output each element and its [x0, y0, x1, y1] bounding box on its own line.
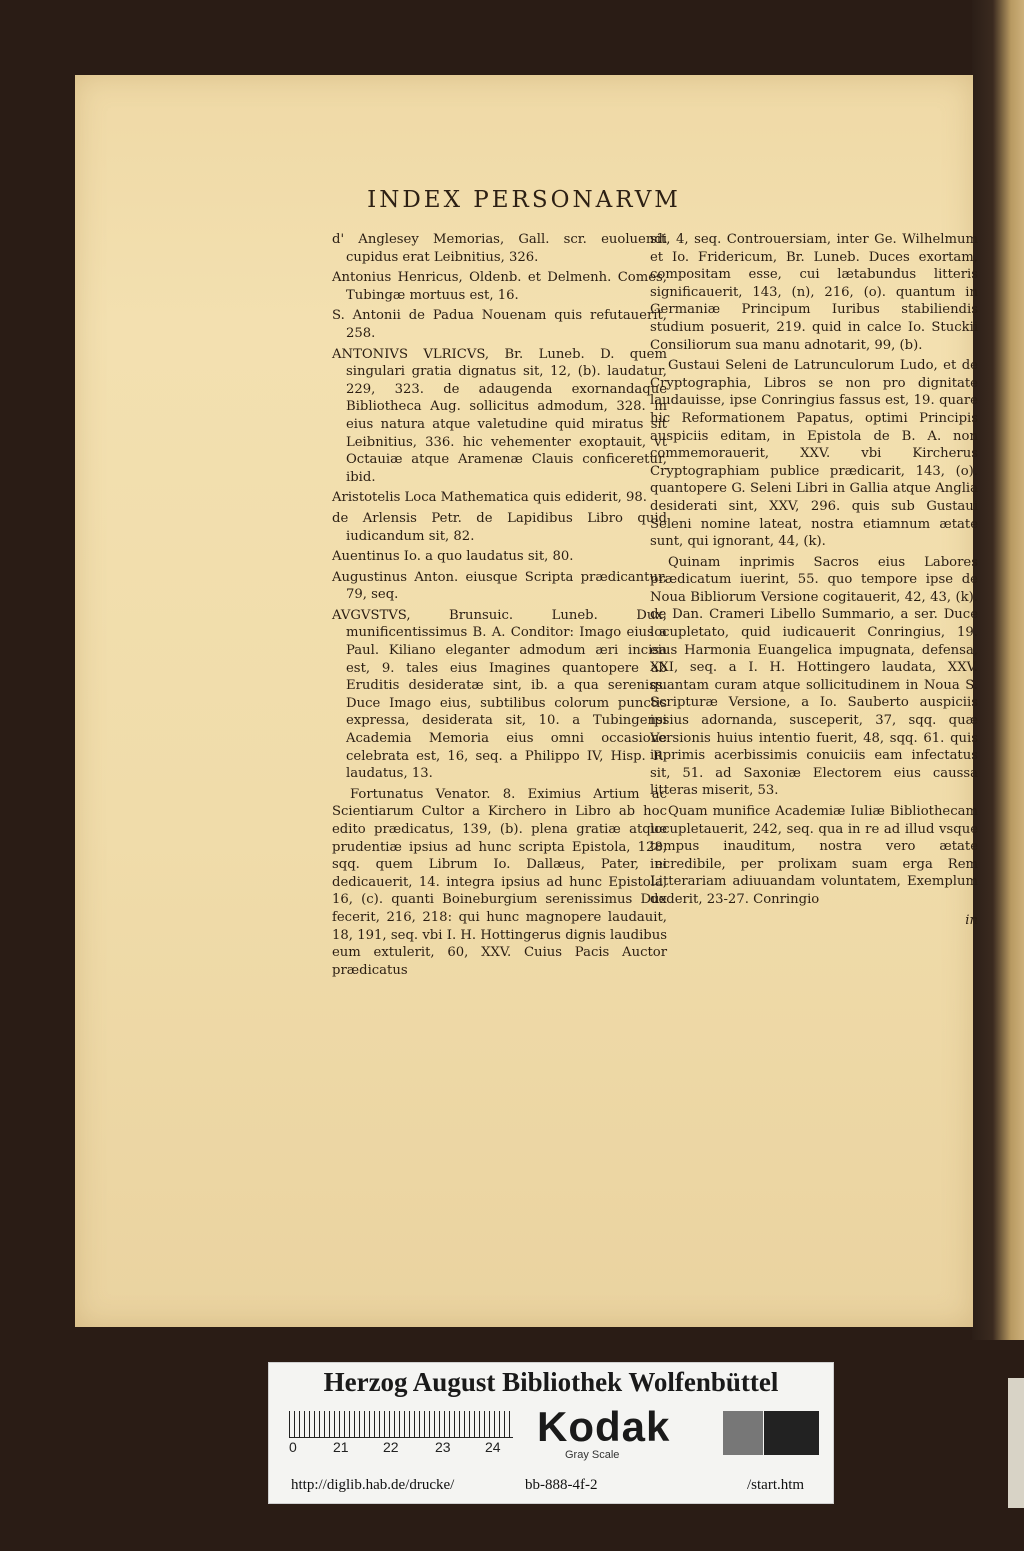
scale-ruler: [289, 1411, 513, 1438]
right-column: [650, 231, 978, 932]
index-paragraph: sit, 4, seq. Controuersiam, inter Ge. Wilhelmum et Io. Fridericum, Br. Luneb. Duces exortam, compositam esse, cui lætabundus litteris significauerit, 143, (n), 216, (o). quantum in Germaniæ Principum Iuribus stabiliendis studium posuerit, 219. quid in calce Io. Stuckii Consiliorum sua manu adnotarit, 99, (b).: [650, 232, 978, 353]
url-bar: [269, 1473, 833, 1503]
scan-background-right: [972, 0, 1024, 1340]
index-entry: Aristotelis Loca Mathematica quis ediderit, 98.: [332, 490, 647, 506]
index-paragraph: Gustaui Seleni de Latrunculorum Ludo, et de Cryptographia, Libros se non pro dignitate laudauisse, ipse Conringius fassus est, 19. quare hic Reformationem Papatus, optimi Principis auspiciis editam, in Epistola de B. A. non commemorauerit, XXV. vbi Kircherus Cryptographiam publice prædicarit, 143, (o). quantopere G. Seleni Libri in Gallia atque Anglia desiderati sint, XXV, 296. quis sub Gustaui Seleni nomine lateat, nostra etiamnum ætate sunt, qui ignorant, 44, (k).: [650, 358, 978, 550]
library-name: Herzog August Bibliothek Wolfenbüttel: [323, 1367, 779, 1397]
source-url: http://diglib.hab.de/drucke/: [291, 1477, 455, 1493]
start-link: /start.htm: [747, 1477, 805, 1493]
ruler-label: 0: [289, 1439, 297, 1455]
catchword: in: [965, 912, 978, 928]
ruler-label: 21: [333, 1439, 349, 1455]
index-paragraph: Quam munifice Academiæ Iuliæ Bibliothecam locupletauerit, 242, seq. qua in re ad illud vsque tempus inauditum, nostra vero ætate incredibile, per prolixam suam erga Rem Litterariam adiuuandam voluntatem, Exemplum dederit, 23-27. Conringio: [650, 804, 978, 907]
ruler-label: 22: [383, 1439, 399, 1455]
ruler-labels: [289, 1439, 523, 1459]
left-column: [332, 231, 667, 982]
book-page: [75, 75, 978, 1327]
ruler-label: 24: [485, 1439, 501, 1455]
index-entry: Augustinus Anton. eiusque Scripta prædicantur, 79, seq.: [332, 569, 667, 603]
index-entry: AVGVSTVS, Brunsuic. Luneb. Dux, munificentissimus B. A. Conditor: Imago eius a Paul. Kiliano eleganter admodum æri incisa est, 9. tales eius Imagines quantopere ab Eruditis desideratæ sint, ib. a qua sereniss. Duce Imago eius, subtilibus colorum punctis expressa, desiderata sit, 10. a Tubingensi Academia Memoria eius omni occasione celebrata est, 16, seq. a Philippo IV, Hisp. R. laudatus, 13.: [332, 607, 667, 782]
color-target-card: [268, 1362, 834, 1504]
index-entry: de Arlensis Petr. de Lapidibus Libro quid iudicandum sit, 82.: [332, 510, 667, 544]
index-entry: ANTONIVS VLRICVS, Br. Luneb. D. quem singulari gratia dignatus sit, 12, (b). laudatur, 229, 323. de adaugenda exornandaque Bibliotheca Aug. sollicitus admodum, 328. in eius natura atque valetudine quid miratus sit Leibnitius, 336. hic vehementer exoptauit, vt Octauiæ atque Aramenæ Clauis conficeretur, ibid.: [332, 346, 667, 485]
ruler-label: 23: [435, 1439, 451, 1455]
index-entry: d' Anglesey Memorias, Gall. scr. euoluendi cupidus erat Leibnitius, 326.: [332, 232, 667, 265]
index-entry: S. Antonii de Padua Nouenam quis refutauerit, 258.: [332, 308, 667, 341]
index-entry: Antonius Henricus, Oldenb. et Delmenh. Comes, Tubingæ mortuus est, 16.: [332, 270, 667, 303]
grayscale-label: Gray Scale: [565, 1449, 620, 1461]
black-swatch: [764, 1411, 819, 1455]
index-paragraph: Quinam inprimis Sacros eius Labores prædicatum iuerint, 55. quo tempore ipse de Noua Bibliorum Versione cogitauerit, 42, 43, (k). de Dan. Crameri Libello Summario, a ser. Duce locupletato, quid iudicauerit Conringius, 19. eius Harmonia Euangelica impugnata, defensa, XXI, seq. a I. H. Hottingero laudata, XXV. quantam curam atque sollicitudinem in Noua S. Scripturæ Versione, a Io. Sauberto auspiciis ipsius adornanda, susceperit, 37, sqq. quæ Versionis huius intentio fuerit, 48, sqq. 61. quis inprimis acerbissimis conuiciis eam infectatus sit, 51. ad Saxoniæ Electorem eius caussa litteras miserit, 53.: [650, 554, 978, 799]
second-target-edge: [1008, 1378, 1024, 1508]
index-entry: Auentinus Io. a quo laudatus sit, 80.: [332, 549, 574, 565]
gray-swatch: [723, 1411, 763, 1455]
page-title: INDEX PERSONARVM: [367, 187, 681, 213]
kodak-logo: Kodak: [537, 1403, 671, 1450]
index-paragraph: Fortunatus Venator. 8. Eximius Artium ac Scientiarum Cultor a Kirchero in Libro ab hoc edito prædicatus, 139, (b). plena gratiæ atque prudentiæ ipsius ad hunc scripta Epistola, 128, sqq. quem Librum Io. Dallæus, Pater, ei dedicauerit, 14. integra ipsius ad hunc Epistola, 16, (c). quanti Boineburgium serenissimus Dux fecerit, 216, 218: qui hunc magnopere laudauit, 18, 191, seq. vbi I. H. Hottingerus dignis laudibus eum extulerit, 60, XXV. Cuius Pacis Auctor prædicatus: [332, 786, 667, 978]
shelfmark: bb-888-4f-2: [525, 1477, 598, 1493]
